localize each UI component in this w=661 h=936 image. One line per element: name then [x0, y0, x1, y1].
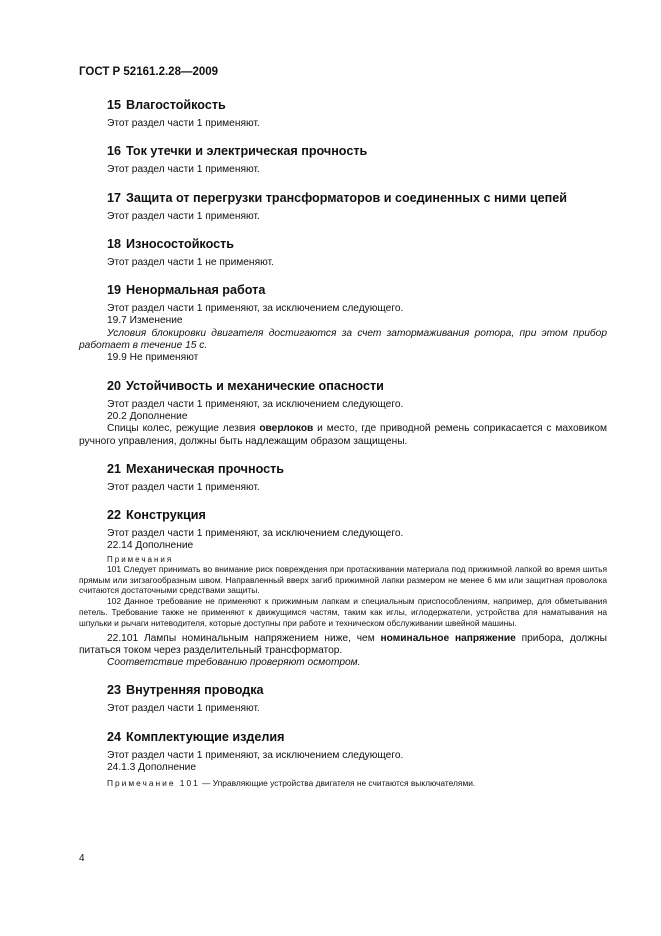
clause-19-7-text: Условия блокировки двигателя достигаются за счет затормаживания ротора, при этом прибор работает в течение 15 с.: [79, 327, 607, 352]
section-16-text: Этот раздел части 1 применяют.: [107, 164, 260, 176]
clause-20-2-text: Спицы колес, режущие лезвия оверлоков и место, где приводной ремень соприкасается с маховиком ручного управления, должны быть надлежащим образом защищены.: [79, 423, 607, 447]
notes-heading: Примечания: [107, 554, 174, 564]
clause-19-7: 19.7 Изменение: [107, 315, 183, 327]
section-24-text: Этот раздел части 1 применяют, за исключением следующего.: [107, 749, 404, 761]
clause-24-1-3: 24.1.3 Дополнение: [107, 762, 197, 774]
section-22-title: 22 Конструкция: [107, 508, 206, 523]
section-17-text: Этот раздел части 1 применяют.: [107, 210, 260, 222]
section-16-title: 16 Ток утечки и электрическая прочность: [107, 144, 368, 159]
clause-22-101: 22.101 Лампы номинальным напряжением ниже, чем номинальное напряжение прибора, должны питаться током через разделительный трансформатор.: [79, 632, 607, 656]
section-15-text: Этот раздел части 1 применяют.: [107, 118, 260, 129]
note-24-101: Примечание 101 — Управляющие устройства двигателя не считаются выключателями.: [107, 778, 476, 789]
note-102: 102 Данное требование не применяют к прижимным лапкам и специальным приспособлениям, например, для обметывания петель. Требование также не применяют к движущимся частям, таким как иглы, иглодержатели, устройства для наматывания на шпульки и рычаги нитеводителя, которые доступны при работе и техническом обслуживании швейной машины.: [79, 596, 607, 628]
section-22-text: Этот раздел части 1 применяют, за исключением следующего.: [107, 528, 404, 540]
section-24-title: 24 Комплектующие изделия: [107, 729, 285, 744]
clause-22-14: 22.14 Дополнение: [107, 540, 194, 552]
clause-19-9: 19.9 Не применяют: [107, 352, 199, 364]
section-23-title: 23 Внутренняя проводка: [107, 683, 264, 698]
section-17-title: 17 Защита от перегрузки трансформаторов и соединенных с ними цепей: [107, 190, 568, 205]
section-15-title: 15 Влагостойкость: [107, 98, 226, 112]
section-19-title: 19 Ненормальная работа: [107, 283, 266, 298]
section-23-text: Этот раздел части 1 применяют.: [107, 703, 260, 715]
section-18-text: Этот раздел части 1 не применяют.: [107, 256, 274, 268]
section-21-text: Этот раздел части 1 применяют.: [107, 481, 260, 493]
page-number: 4: [79, 853, 85, 864]
term-rated-voltage: номинальное напряжение: [380, 632, 516, 644]
section-18-title: 18 Износостойкость: [107, 236, 235, 251]
compliance-check: Соответствие требованию проверяют осмотром.: [107, 657, 361, 669]
note-101: 101 Следует принимать во внимание риск повреждения при протаскивании материала под прижимной лапкой во время шитья прямым или зигзагообразным швом. Направленный вверх загиб прижимной лапки размером не менее 6 мм или защитная проволока считаются достаточными средствами защиты.: [79, 563, 607, 596]
section-20-text: Этот раздел части 1 применяют, за исключением следующего.: [107, 398, 404, 410]
section-21-title: 21 Механическая прочность: [107, 461, 285, 476]
clause-20-2: 20.2 Дополнение: [107, 410, 188, 422]
document-code: ГОСТ Р 52161.2.28—2009: [79, 66, 219, 78]
term-overlock: оверлоков: [259, 423, 314, 435]
section-19-text: Этот раздел части 1 применяют, за исключением следующего.: [107, 303, 404, 315]
document-body: [79, 98, 607, 789]
section-20-title: 20 Устойчивость и механические опасности: [107, 378, 384, 393]
